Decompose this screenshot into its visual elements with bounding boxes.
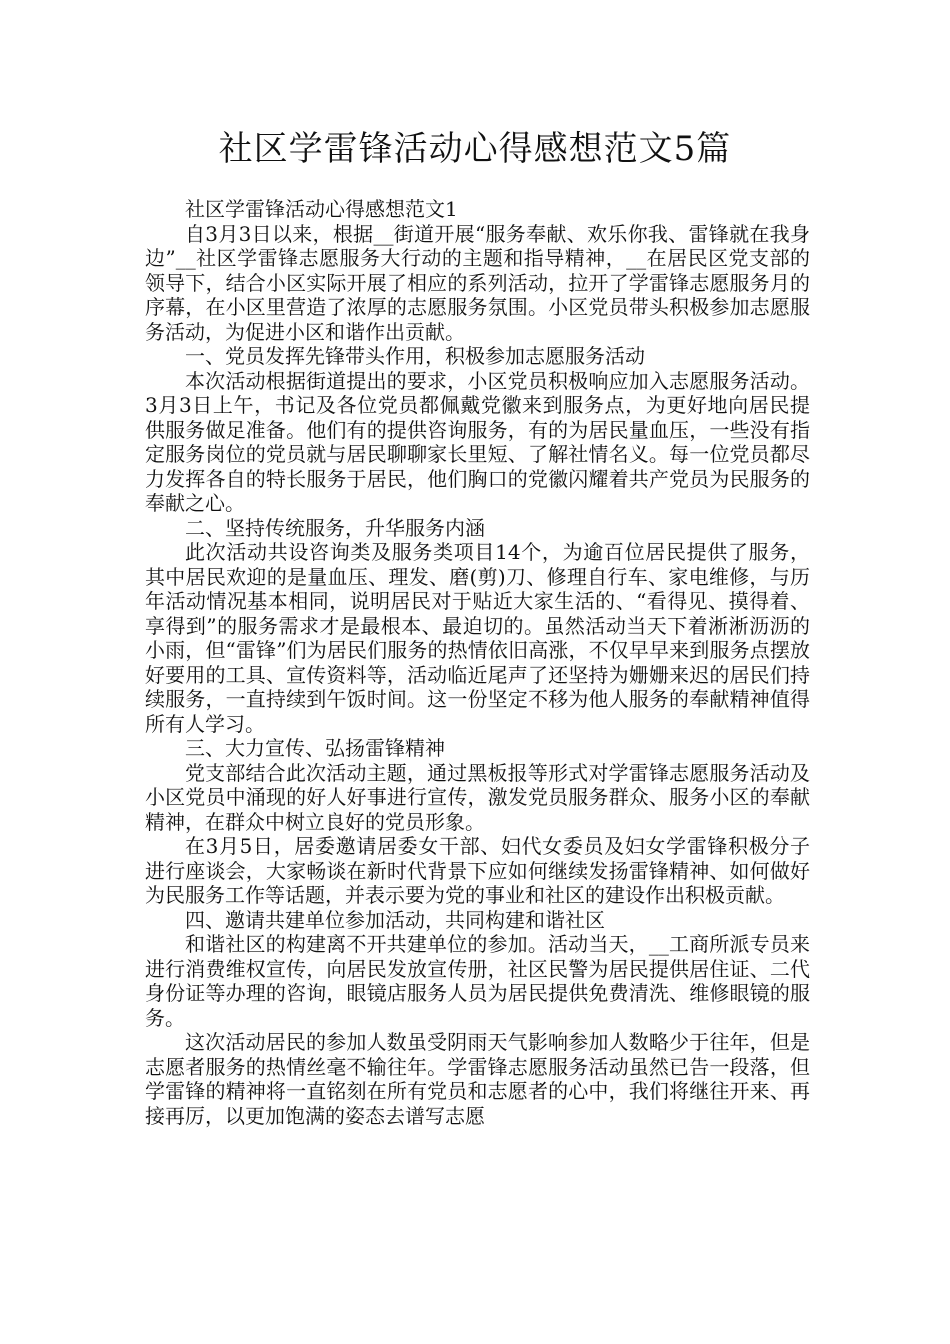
paragraph-1: 本次活动根据街道提出的要求，小区党员积极响应加入志愿服务活动。3月3日上午，书记及各位党员都佩戴党徽来到服务点，为更好地向居民提供服务做足准备。他们有的提供咨询服务，有的为居民量血压，一些没有指定服务岗位的党员就与居民聊聊家长里短、了解社情名义。每一位党员都尽力发挥各自的特长服务于居民，他们胸口的党徽闪耀着共产党员为民服务的奉献之心。 <box>145 368 810 515</box>
paragraph-3a: 党支部结合此次活动主题，通过黑板报等形式对学雷锋志愿服务活动及小区党员中涌现的好人好事进行宣传，激发党员服务群众、服务小区的奉献精神，在群众中树立良好的党员形象。 <box>145 760 810 834</box>
section-heading-4: 四、邀请共建单位参加活动，共同构建和谐社区 <box>185 907 605 932</box>
paragraph-intro: 自3月3日以来，根据__街道开展“服务奉献、欢乐你我、雷锋就在我身边”__社区学雷锋志愿服务大行动的主题和指导精神，__在居民区党支部的领导下，结合小区实际开展了相应的系列活动，拉开了学雷锋志愿服务月的序幕，在小区里营造了浓厚的志愿服务氛围。小区党员带头积极参加志愿服务活动，为促进小区和谐作出贡献。 <box>145 221 810 344</box>
paragraph-4: 和谐社区的构建离不开共建单位的参加。活动当天，__工商所派专员来进行消费维权宣传，向居民发放宣传册，社区民警为居民提供居住证、二代身份证等办理的咨询，眼镜店服务人员为居民提供免费清洗、维修眼镜的服务。 <box>145 932 810 1030</box>
section-heading-2: 二、坚持传统服务，升华服务内涵 <box>185 515 485 540</box>
section-heading-essay-1: 社区学雷锋活动心得感想范文1 <box>185 197 458 221</box>
paragraph-3b: 在3月5日，居委邀请居委女干部、妇代女委员及妇女学雷锋积极分子进行座谈会，大家畅谈在新时代背景下应如何继续发扬雷锋精神、如何做好为民服务工作等话题，并表示要为党的事业和社区的建设作出积极贡献。 <box>145 834 810 907</box>
section-heading-1: 一、党员发挥先锋带头作用，积极参加志愿服务活动 <box>185 344 645 368</box>
document-title: 社区学雷锋活动心得感想范文5篇 <box>218 129 732 169</box>
paragraph-closing: 这次活动居民的参加人数虽受阴雨天气影响参加人数略少于往年，但是志愿者服务的热情丝毫不输往年。学雷锋志愿服务活动虽然已告一段落，但学雷锋的精神将一直铭刻在所有党员和志愿者的心中，我们将继往开来、再接再厉，以更加饱满的姿态去谱写志愿 <box>145 1030 810 1128</box>
document-body <box>145 197 810 1128</box>
section-heading-3: 三、大力宣传、弘扬雷锋精神 <box>185 736 445 760</box>
paragraph-2: 此次活动共设咨询类及服务类项目14个，为逾百位居民提供了服务，其中居民欢迎的是量血压、理发、磨(剪)刀、修理自行车、家电维修，与历年活动情况基本相同，说明居民对于贴近大家生活的、“看得见、摸得着、享得到”的服务需求才是最根本、最迫切的。虽然活动当天下着淅淅沥沥的小雨，但“雷锋”们为居民们服务的热情依旧高涨，不仅早早来到服务点摆放好要用的工具、宣传资料等，活动临近尾声了还坚持为姗姗来迟的居民们持续服务，一直持续到午饭时间。这一份坚定不移为他人服务的奉献精神值得所有人学习。 <box>145 540 810 736</box>
